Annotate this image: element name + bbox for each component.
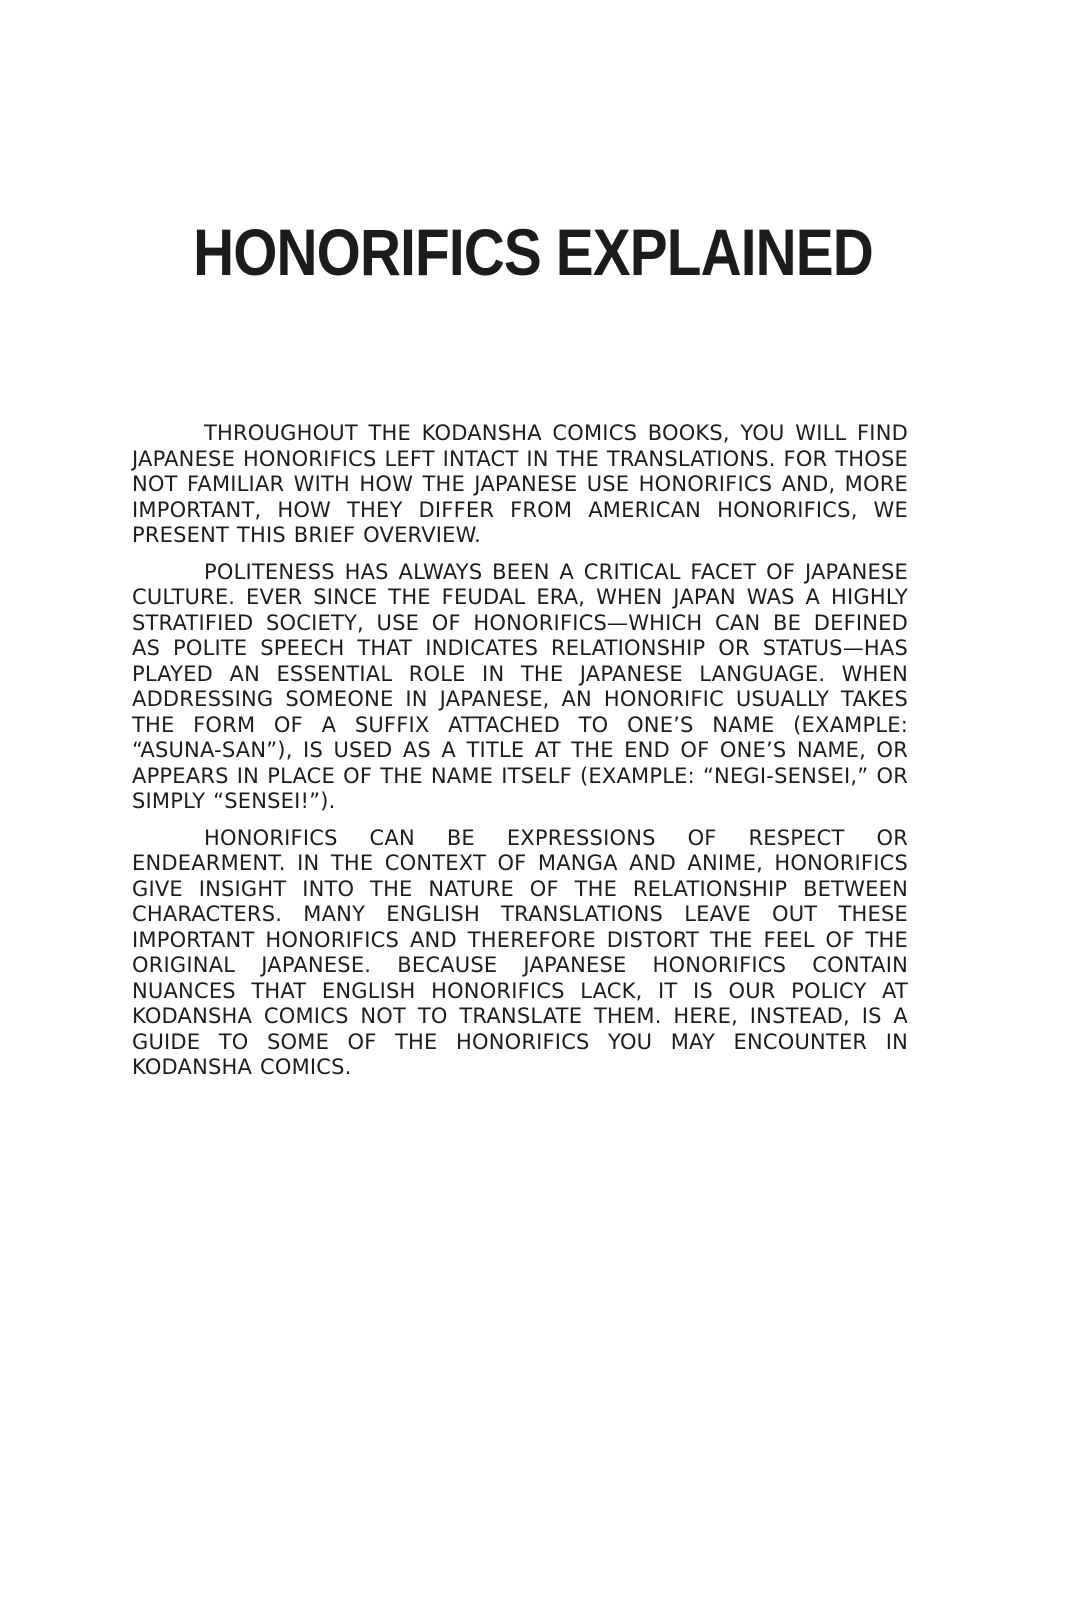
paragraph-politeness: POLITENESS HAS ALWAYS BEEN A CRITICAL FACET OF JAPANESE CULTURE. EVER SINCE THE FEUDAL ERA, WHEN JAPAN WAS A HIGHLY STRATIFIED SOCIETY, USE OF HONORIFICS—WHICH CAN BE DEFINED AS POLITE SPEECH THAT INDICATES RELATIONSHIP OR STATUS—HAS PLAYED AN ESSENTIAL ROLE IN THE JAPANESE LANGUAGE. WHEN ADDRESSING SOMEONE IN JAPANESE, AN HONORIFIC USUALLY TAKES THE FORM OF A SUFFIX ATTACHED TO ONE’S NAME (EXAMPLE: “ASUNA-SAN”), IS USED AS A TITLE AT THE END OF ONE’S NAME, OR APPEARS IN PLACE OF THE NAME ITSELF (EXAMPLE: “NEGI-SENSEI,” OR SIMPLY “SENSEI!”). [132,559,908,813]
paragraph-intro: THROUGHOUT THE KODANSHA COMICS BOOKS, YOU WILL FIND JAPANESE HONORIFICS LEFT INTACT IN THE TRANSLATIONS. FOR THOSE NOT FAMILIAR WITH HOW THE JAPANESE USE HONORIFICS AND, MORE IMPORTANT, HOW THEY DIFFER FROM AMERICAN HONORIFICS, WE PRESENT THIS BRIEF OVERVIEW. [132,421,908,547]
body-text [132,421,908,1092]
page-title: HONORIFICS EXPLAINED [193,215,873,289]
paragraph-honorifics: HONORIFICS CAN BE EXPRESSIONS OF RESPECT OR ENDEARMENT. IN THE CONTEXT OF MANGA AND ANIME, HONORIFICS GIVE INSIGHT INTO THE NATURE OF THE RELATIONSHIP BETWEEN CHARACTERS. MANY ENGLISH TRANSLATIONS LEAVE OUT THESE IMPORTANT HONORIFICS AND THEREFORE DISTORT THE FEEL OF THE ORIGINAL JAPANESE. BECAUSE JAPANESE HONORIFICS CONTAIN NUANCES THAT ENGLISH HONORIFICS LACK, IT IS OUR POLICY AT KODANSHA COMICS NOT TO TRANSLATE THEM. HERE, INSTEAD, IS A GUIDE TO SOME OF THE HONORIFICS YOU MAY ENCOUNTER IN KODANSHA COMICS. [132,825,908,1079]
